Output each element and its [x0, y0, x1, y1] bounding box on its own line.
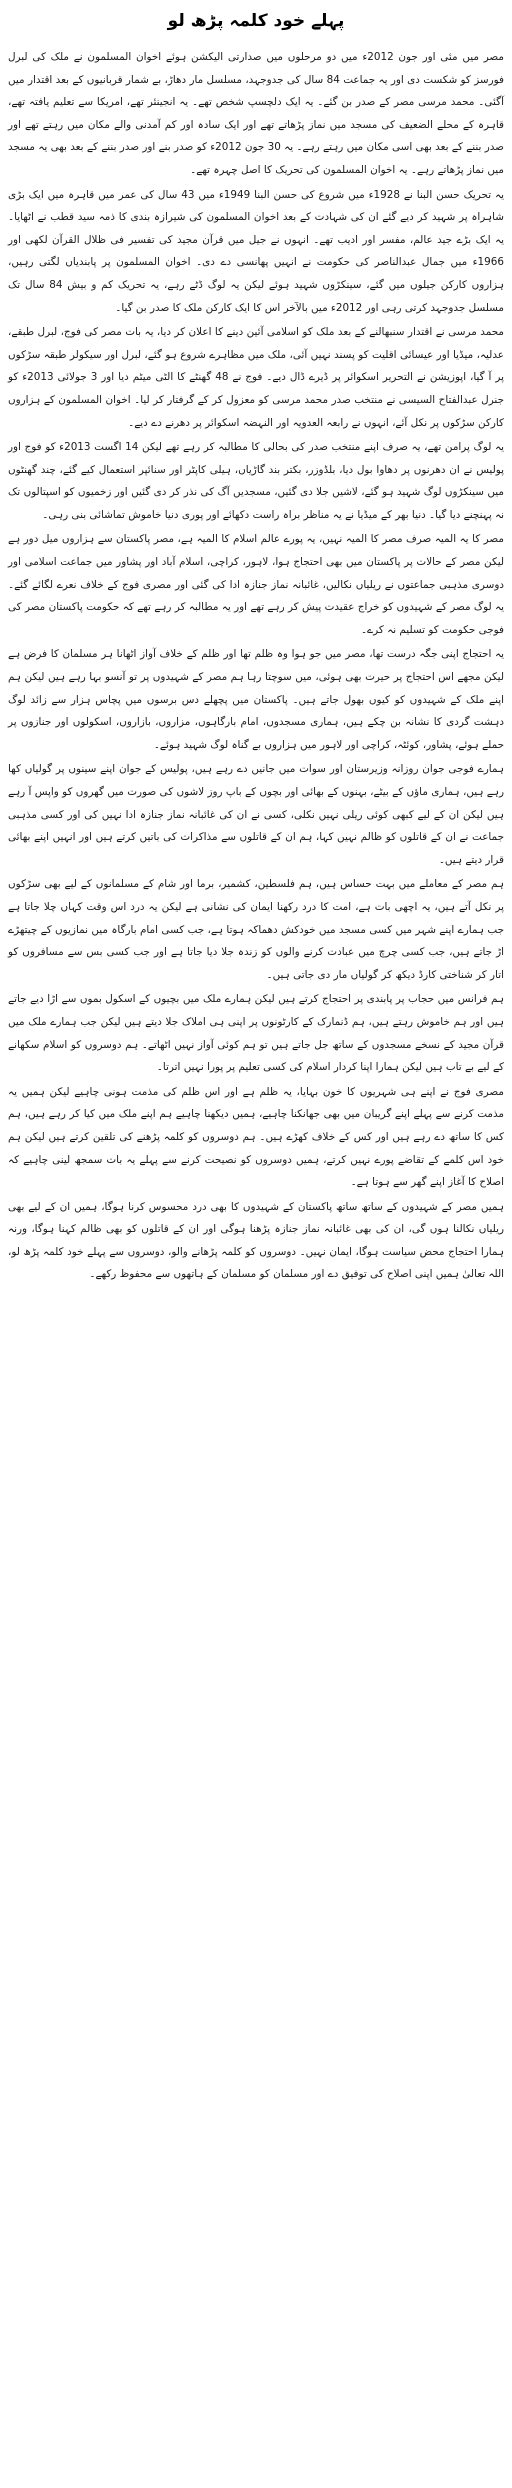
- article-paragraph: یہ لوگ پرامن تھے، یہ صرف اپنے منتخب صدر کی بحالی کا مطالبہ کر رہے تھے لیکن 14 اگست 2013ء کو فوج اور پولیس نے ان دھرنوں پر دھاوا بول دیا، بلڈوزر، بکتر بند گاڑیاں، ہیلی کاپٹر اور سنائپر استعمال کیے گئے، چند گھنٹوں میں سینکڑوں لوگ شہید ہو گئے، لاشیں جلا دی گئیں، مسجدیں آگ کی نذر کر دی گئیں اور زخمیوں کو اسپتالوں تک نہ پہنچنے دیا گیا۔ دنیا بھر کے میڈیا نے یہ مناظر براہ راست دکھائے اور پوری دنیا خاموش تماشائی بنی رہی۔: [8, 441, 504, 521]
- article-paragraph: محمد مرسی نے اقتدار سنبھالنے کے بعد ملک کو اسلامی آئین دینے کا اعلان کر دیا، یہ بات مصر کی فوج، لبرل طبقے، عدلیہ، میڈیا اور عیسائی اقلیت کو پسند نہیں آئی، ملک میں مظاہرے شروع ہو گئے، لبرل اور سیکولر طبقہ سڑکوں پر آ گیا، اپوزیشن نے التحریر اسکوائر پر ڈیرے ڈال دیے۔ فوج نے 48 گھنٹے کا الٹی میٹم دیا اور 3 جولائی 2013ء کو جنرل عبدالفتاح السیسی نے منتخب صدر محمد مرسی کو معزول کر کے گرفتار کر لیا۔ اخوان المسلمون کے ہزاروں کارکن سڑکوں پر نکل آئے، انہوں نے رابعہ العدویہ اور النہضہ اسکوائر پر دھرنے دے دیے۔: [8, 326, 504, 429]
- article-paragraph: ہمارے فوجی جوان روزانہ وزیرستان اور سوات میں جانیں دے رہے ہیں، پولیس کے جوان اپنے سینوں پر گولیاں کھا رہے ہیں، ہماری ماؤں کے بیٹے، بہنوں کے بھائی اور بچوں کے باپ روز لاشوں کی صورت میں گھروں کو واپس آ رہے ہیں لیکن ان کے لیے کبھی کوئی ریلی نہیں نکلی، کسی نے ان کی غائبانہ نماز جنازہ ادا نہیں کی اور کسی مذہبی جماعت نے ان کے قاتلوں کو ظالم نہیں کہا، ہم ان کے قاتلوں سے مذاکرات کی باتیں کرتے ہیں اور انہیں اپنے بھائی قرار دیتے ہیں۔: [8, 763, 504, 866]
- article-paragraph: یہ احتجاج اپنی جگہ درست تھا، مصر میں جو ہوا وہ ظلم تھا اور ظلم کے خلاف آواز اٹھانا ہر مسلمان کا فرض ہے لیکن مجھے اس احتجاج پر حیرت بھی ہوئی، میں سوچتا رہا ہم مصر کے شہیدوں پر تو آنسو بہا رہے ہیں لیکن ہم اپنے ملک کے شہیدوں کو کیوں بھول جاتے ہیں۔ پاکستان میں پچھلے دس برسوں میں پچاس ہزار سے زائد لوگ دہشت گردی کا نشانہ بن چکے ہیں، ہماری مسجدوں، امام بارگاہوں، مزاروں، بازاروں، اسکولوں اور جنازوں پر حملے ہوئے، پشاور، کوئٹہ، کراچی اور لاہور میں ہزاروں بے گناہ لوگ شہید ہوئے۔: [8, 648, 504, 751]
- article-paragraph: مصر کا یہ المیہ صرف مصر کا المیہ نہیں، یہ پورے عالم اسلام کا المیہ ہے، مصر پاکستان سے ہزاروں میل دور ہے لیکن مصر کے حالات پر پاکستان میں بھی احتجاج ہوا، لاہور، کراچی، اسلام آباد اور پشاور میں جماعت اسلامی اور دوسری مذہبی جماعتوں نے ریلیاں نکالیں، غائبانہ نماز جنازہ ادا کی گئی اور مصری فوج کے خلاف نعرے لگائے گئے۔ یہ لوگ مصر کے شہیدوں کو خراج عقیدت پیش کر رہے تھے اور یہ مطالبہ کر رہے تھے کہ حکومت پاکستان مصر کی فوجی حکومت کو تسلیم نہ کرے۔: [8, 533, 504, 636]
- article-paragraph: مصر میں مئی اور جون 2012ء میں دو مرحلوں میں صدارتی الیکشن ہوئے اخوان المسلمون نے ملک کی لبرل فورسز کو شکست دی اور یہ جماعت 84 سال کی جدوجہد، مسلسل مار دھاڑ، بے شمار قربانیوں کے بعد اقتدار میں آگئی۔ محمد مرسی مصر کے صدر بن گئے۔ یہ ایک دلچسپ شخص تھے۔ یہ انجینئر تھے، امریکا سے تعلیم یافتہ تھے، قاہرہ کے محلے الضعیف کی مسجد میں نماز پڑھاتے تھے اور ایک سادہ اور کم آمدنی والے مکان میں رہتے تھے اور صدر بننے کے بعد بھی اسی مکان میں رہتے رہے۔ یہ 30 جون 2012ء کو صدر بنے اور صدر بننے کے بعد بھی یہ مسجد میں نماز پڑھاتے رہے۔ یہ اخوان المسلمون کی تحریک کا اصل چہرہ تھے۔: [7, 51, 505, 176]
- article-body: [8, 46, 504, 1286]
- article-paragraph: ہم مصر کے معاملے میں بہت حساس ہیں، ہم فلسطین، کشمیر، برما اور شام کے مسلمانوں کے لیے بھی سڑکوں پر نکل آتے ہیں، یہ اچھی بات ہے، امت کا درد رکھنا ایمان کی نشانی ہے لیکن یہ درد اس وقت کہاں چلا جاتا ہے جب ہمارے اپنے شہر میں کسی مسجد میں خودکش دھماکہ ہوتا ہے، جب کسی امام بارگاہ میں نمازیوں کے چیتھڑے اڑ جاتے ہیں، جب کسی چرچ میں عبادت کرنے والوں کو زندہ جلا دیا جاتا ہے اور جب کسی بس سے مسافروں کو اتار کر شناختی کارڈ دیکھ کر گولیاں مار دی جاتی ہیں۔: [8, 878, 504, 981]
- article-paragraph: ہمیں مصر کے شہیدوں کے ساتھ ساتھ پاکستان کے شہیدوں کا بھی درد محسوس کرنا ہوگا، ہمیں ان کے لیے بھی ریلیاں نکالنا ہوں گی، ان کی بھی غائبانہ نماز جنازہ پڑھنا ہوگی اور ان کے قاتلوں کو بھی ظالم کہنا ہوگا، ورنہ ہمارا احتجاج محض سیاست ہوگا، ایمان نہیں۔ دوسروں کو کلمہ پڑھانے والو، دوسروں سے پہلے خود کلمہ پڑھ لو، اللہ تعالیٰ ہمیں اپنی اصلاح کی توفیق دے اور مسلمان کو مسلمان کے ہاتھوں سے محفوظ رکھے۔: [8, 1200, 504, 1281]
- article-paragraph: مصری فوج نے اپنے ہی شہریوں کا خون بہایا، یہ ظلم ہے اور اس ظلم کی مذمت ہونی چاہیے لیکن ہمیں یہ مذمت کرنے سے پہلے اپنے گریبان میں بھی جھانکنا چاہیے، ہمیں دیکھنا چاہیے ہم اپنے ملک میں کیا کر رہے ہیں، ہم کس کا ساتھ دے رہے ہیں اور کس کے خلاف کھڑے ہیں۔ ہم دوسروں کو کلمہ پڑھنے کی تلقین کرتے ہیں لیکن ہم خود اس کلمے کے تقاضے پورے نہیں کرتے، ہمیں دوسروں کو نصیحت کرنے سے پہلے یہ بات سمجھ لینی چاہیے کہ اصلاح کا آغاز اپنے گھر سے ہوتا ہے۔: [8, 1085, 504, 1189]
- article-headline: پہلے خود کلمہ پڑھ لو: [167, 11, 345, 31]
- article-paragraph: ہم فرانس میں حجاب پر پابندی پر احتجاج کرتے ہیں لیکن ہمارے ملک میں بچیوں کے اسکول بموں سے اڑا دیے جاتے ہیں اور ہم خاموش رہتے ہیں، ہم ڈنمارک کے کارٹونوں پر اپنی ہی املاک جلا دیتے ہیں لیکن جب ہمارے ملک میں قرآن مجید کے نسخے مسجدوں کے ساتھ جل جاتے ہیں تو ہم کوئی آواز نہیں اٹھاتے۔ ہم دوسروں کو اسلام سکھانے کے لیے بے تاب ہیں لیکن ہمارا اپنا کردار اسلام کی کسی تعلیم پر پورا نہیں اترتا۔: [8, 993, 504, 1074]
- article-paragraph: یہ تحریک حسن البنا نے 1928ء میں شروع کی حسن البنا 1949ء میں 43 سال کی عمر میں قاہرہ میں ایک بڑی شاہراہ پر شہید کر دیے گئے ان کی شہادت کے بعد اخوان المسلمون کی شیرازہ بندی کا ذمہ سید قطب نے اٹھایا۔ یہ ایک بڑے جید عالم، مفسر اور ادیب تھے۔ انہوں نے جیل میں قرآن مجید کی تفسیر فی ظلال القرآن لکھی اور 1966ء میں جمال عبدالناصر کی حکومت نے انہیں پھانسی دے دی۔ اخوان المسلمون پر پابندیاں لگتی رہیں، ہزاروں کارکن جیلوں میں گئے، سینکڑوں شہید ہوئے لیکن یہ لوگ ڈٹے رہے، یہ تحریک کم و بیش 84 سال تک مسلسل جدوجہد کرتی رہی اور 2012ء میں بالآخر اس کا ایک کارکن ملک کا صدر بن گیا۔: [8, 188, 505, 314]
